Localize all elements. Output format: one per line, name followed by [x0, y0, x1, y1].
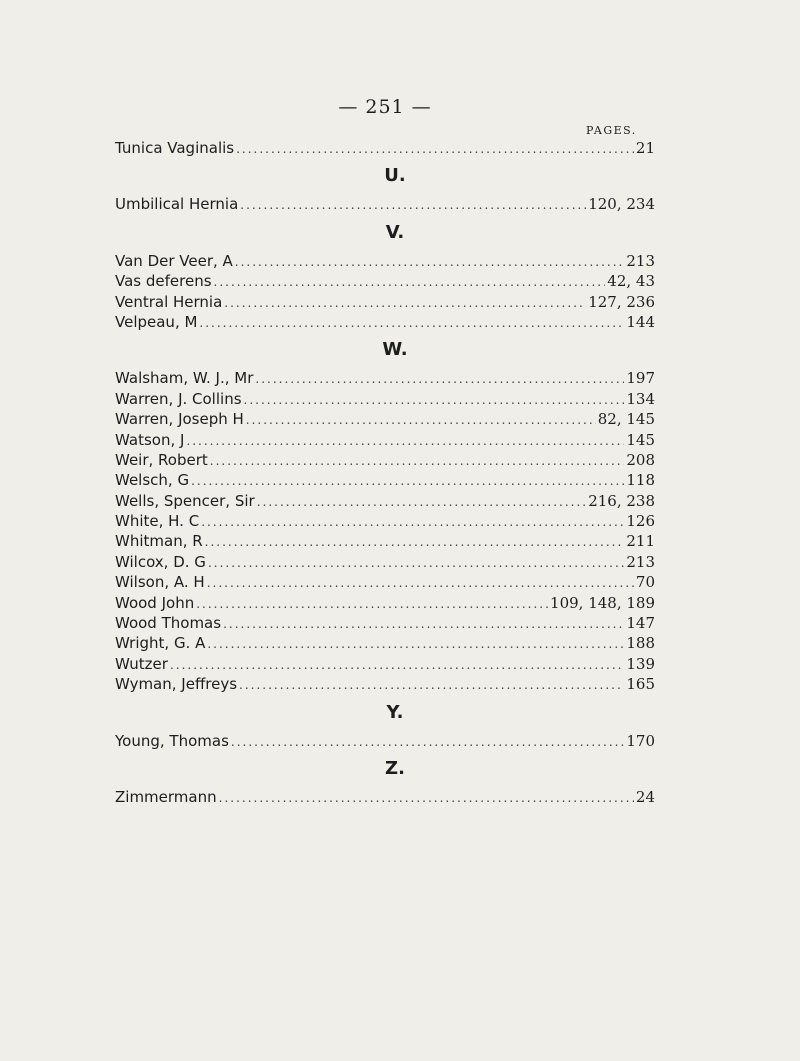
dot-leader: [236, 139, 634, 159]
entry-pages: 134: [626, 389, 655, 408]
entry-pages: 109, 148, 189: [550, 593, 655, 612]
index-entry: [115, 511, 655, 531]
dot-leader: [224, 293, 586, 313]
entry-name: Umbilical Hernia: [115, 195, 239, 214]
dot-leader: [244, 390, 625, 410]
entry-pages: 82, 145: [597, 410, 655, 429]
dot-leader: [170, 655, 624, 675]
index-entry: [115, 531, 655, 551]
dot-leader: [207, 573, 634, 593]
dot-leader: [191, 471, 624, 491]
dot-leader: [207, 634, 624, 654]
entry-pages: 197: [626, 369, 655, 388]
index-list: [115, 138, 655, 807]
section-letter: W.: [382, 339, 408, 361]
index-entry: [115, 491, 655, 511]
entry-name: Wyman, Jeffreys: [115, 675, 238, 694]
entry-pages: 139: [626, 654, 655, 673]
dot-leader: [214, 272, 606, 292]
entry-name: Wood Thomas: [115, 614, 222, 633]
entry-pages: 170: [626, 731, 655, 750]
index-entry: [115, 271, 655, 291]
index-entry: [115, 430, 655, 450]
dot-leader: [235, 252, 625, 272]
dot-leader: [255, 369, 624, 389]
entry-name: Tunica Vaginalis: [115, 139, 235, 157]
entry-pages: 208: [626, 450, 655, 469]
entry-pages: 144: [626, 312, 655, 331]
index-entry: [115, 312, 655, 332]
entry-name: Vas deferens: [115, 272, 212, 291]
index-entry: [115, 292, 655, 312]
index-entry: [115, 389, 655, 409]
dot-leader: [219, 788, 634, 808]
entry-pages: 165: [626, 675, 655, 694]
section-letter: V.: [385, 221, 405, 243]
entry-name: Zimmermann: [115, 787, 217, 806]
dot-leader: [205, 532, 625, 552]
entry-name: Watson, J: [115, 430, 185, 449]
entry-name: Ventral Hernia: [115, 292, 223, 311]
entry-name: Wells, Spencer, Sir: [115, 491, 255, 510]
dot-leader: [196, 594, 548, 614]
entry-name: Welsch, G: [115, 471, 190, 490]
entry-pages: 145: [626, 430, 655, 449]
dot-leader: [231, 732, 624, 752]
entry-pages: 126: [626, 512, 655, 531]
entry-pages: 118: [626, 471, 655, 490]
entry-name: Wilson, A. H: [115, 573, 205, 592]
entry-name: Wutzer: [115, 654, 168, 673]
dot-leader: [240, 195, 586, 215]
index-entry: [115, 613, 655, 633]
index-entry: [115, 654, 655, 674]
entry-pages: 24: [635, 787, 655, 806]
page-number: — 251 —: [338, 96, 432, 118]
entry-pages: 213: [626, 552, 655, 571]
entry-pages: 213: [626, 251, 655, 270]
entry-pages: 70: [635, 573, 655, 592]
dot-leader: [210, 451, 625, 471]
dot-leader: [201, 512, 624, 532]
index-entry: [115, 593, 655, 613]
entry-name: Young, Thomas: [115, 731, 229, 750]
index-entry: [115, 251, 655, 271]
dot-leader: [239, 675, 624, 695]
index-entry: [115, 194, 655, 214]
index-entry: [115, 138, 655, 158]
entry-pages: 120, 234: [588, 195, 655, 214]
entry-name: White, H. C: [115, 512, 200, 531]
entry-pages: 21: [635, 139, 655, 157]
entry-name: Van Der Veer, A: [115, 251, 233, 270]
entry-name: Wilcox, D. G: [115, 552, 206, 571]
index-entry: [115, 572, 655, 592]
index-entry: [115, 368, 655, 388]
entry-pages: 42, 43: [607, 272, 655, 291]
index-entry: [115, 470, 655, 490]
pages-column-label: PAGES.: [586, 124, 637, 137]
dot-leader: [199, 313, 624, 333]
index-entry: [115, 633, 655, 653]
entry-name: Whitman, R: [115, 532, 203, 551]
section-letter: Z.: [385, 757, 405, 779]
index-entry: [115, 552, 655, 572]
entry-name: Walsham, W. J., Mr: [115, 369, 254, 388]
dot-leader: [208, 553, 624, 573]
dot-leader: [186, 431, 624, 451]
index-entry: [115, 409, 655, 429]
index-entry: [115, 450, 655, 470]
entry-name: Velpeau, M: [115, 312, 198, 331]
entry-pages: 188: [626, 634, 655, 653]
section-letter: Y.: [386, 701, 404, 723]
section-letter: U.: [384, 165, 406, 187]
entry-name: Wood John: [115, 593, 195, 612]
entry-pages: 147: [626, 614, 655, 633]
entry-pages: 216, 238: [588, 491, 655, 510]
index-entry: [115, 787, 655, 807]
entry-pages: 127, 236: [588, 292, 655, 311]
entry-name: Wright, G. A: [115, 634, 206, 653]
dot-leader: [223, 614, 624, 634]
index-entry: [115, 674, 655, 694]
entry-name: Weir, Robert: [115, 450, 208, 469]
entry-pages: 211: [626, 532, 655, 551]
entry-name: Warren, J. Collins: [115, 389, 242, 408]
dot-leader: [246, 410, 596, 430]
index-entry: [115, 731, 655, 751]
entry-name: Warren, Joseph H: [115, 410, 244, 429]
dot-leader: [257, 492, 587, 512]
